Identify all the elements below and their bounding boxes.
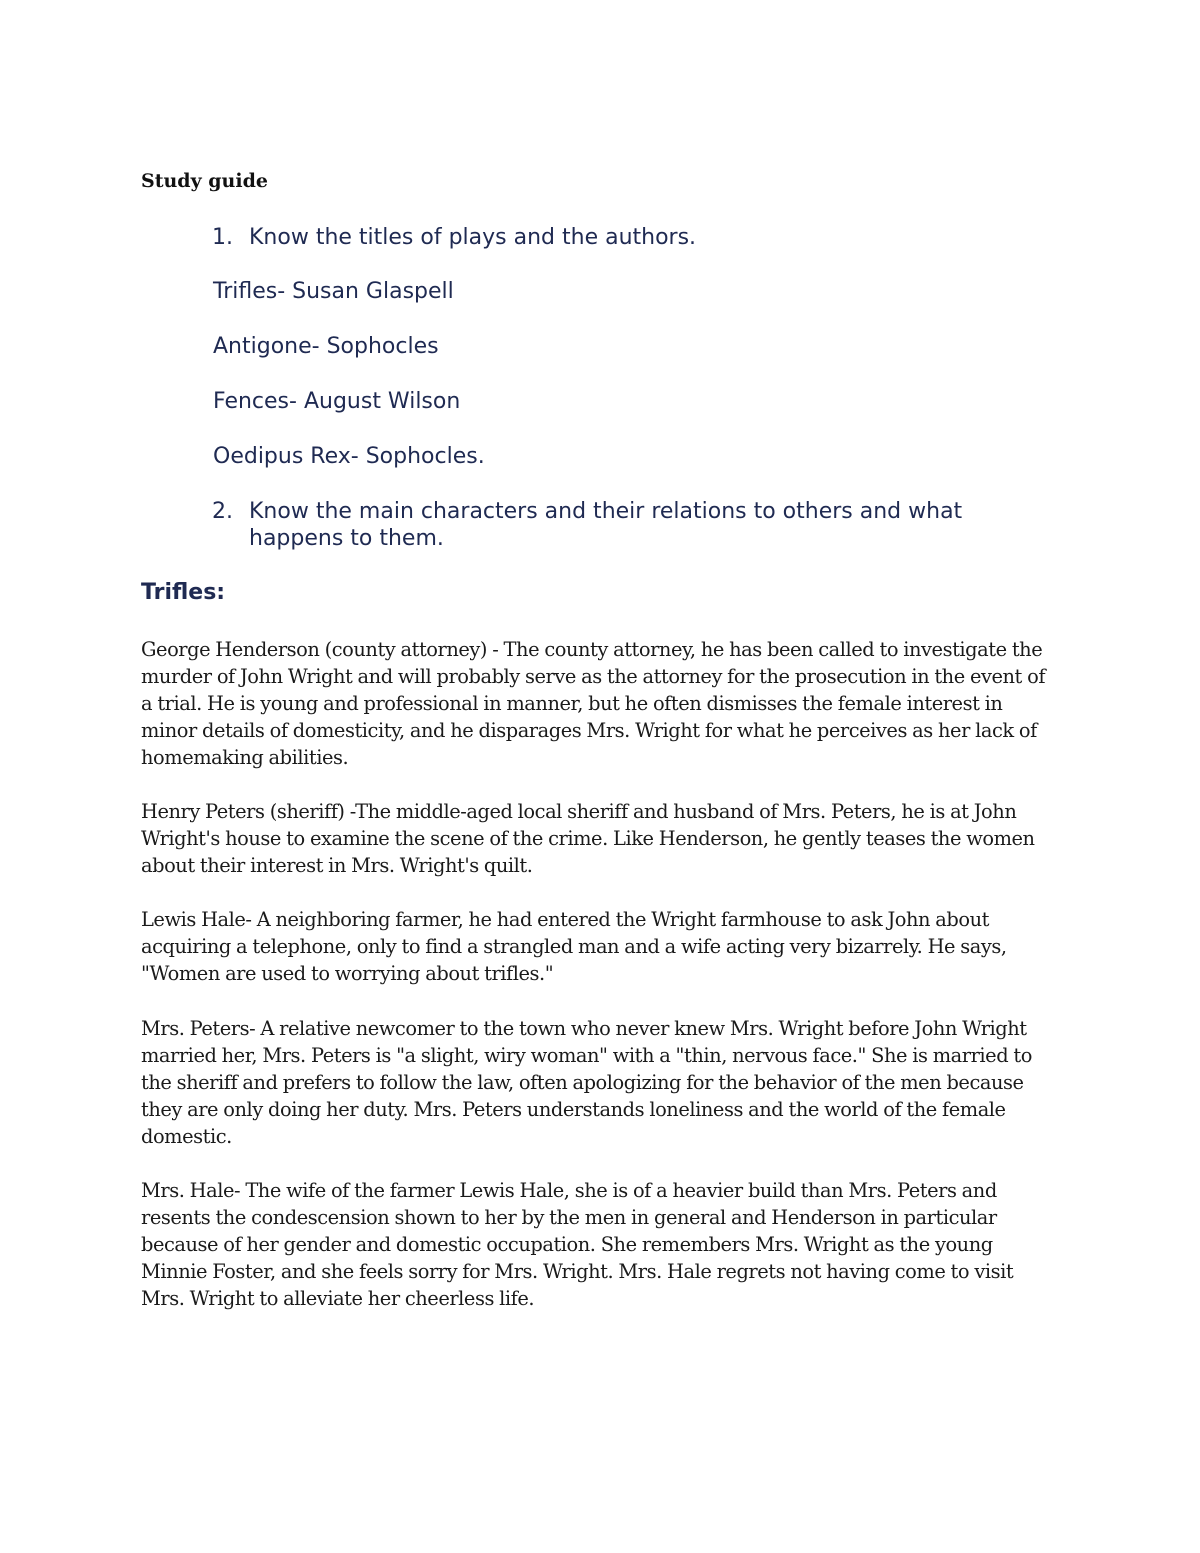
- play-author-line: Fences- August Wilson: [213, 389, 461, 414]
- character-paragraph: Mrs. Peters- A relative newcomer to the town who never knew Mrs. Wright before John Wright married her, Mrs. Peters is "a slight, wiry woman" with a "thin, nervous face." She is married to the sheriff and prefers to follow the law, often apologizing for the behavior of the men because they are only doing her duty. Mrs. Peters understands loneliness and the world of the female domestic.: [141, 1017, 1032, 1148]
- character-paragraph: Lewis Hale- A neighboring farmer, he had entered the Wright farmhouse to ask John about acquiring a telephone, only to find a strangled man and a wife acting very bizarrely. He says, "Women are used to worrying about trifles.": [141, 908, 1007, 985]
- item-text: Know the main characters and their relations to others and what happens to them.: [249, 499, 963, 551]
- numbered-item-2: [212, 498, 1052, 552]
- item-number: 1.: [212, 225, 233, 250]
- section-heading: Trifles:: [141, 580, 226, 605]
- item-number: 2.: [212, 499, 233, 524]
- character-paragraph: George Henderson (county attorney) - The county attorney, he has been called to investigate the murder of John Wright and will probably serve as the attorney for the prosecution in the event of a trial. He is young and professional in manner, but he often dismisses the female interest in minor details of domesticity, and he disparages Mrs. Wright for what he perceives as her lack of homemaking abilities.: [141, 638, 1046, 769]
- character-paragraph: Mrs. Hale- The wife of the farmer Lewis Hale, she is of a heavier build than Mrs. Peters and resents the condescension shown to her by the men in general and Henderson in particular because of her gender and domestic occupation. She remembers Mrs. Wright as the young Minnie Foster, and she feels sorry for Mrs. Wright. Mrs. Hale regrets not having come to visit Mrs. Wright to alleviate her cheerless life.: [141, 1179, 1014, 1310]
- character-paragraph: Henry Peters (sheriff) -The middle-aged local sheriff and husband of Mrs. Peters, he is at John Wright's house to examine the scene of the crime. Like Henderson, he gently teases the women about their interest in Mrs. Wright's quilt.: [141, 800, 1035, 877]
- play-author-line: Antigone- Sophocles: [213, 334, 439, 359]
- numbered-item-1: [212, 224, 1052, 251]
- play-author-line: Oedipus Rex- Sophocles.: [213, 444, 485, 469]
- document-title: Study guide: [141, 170, 268, 192]
- play-author-line: Trifles- Susan Glaspell: [213, 279, 454, 304]
- item-text: Know the titles of plays and the authors.: [249, 225, 697, 250]
